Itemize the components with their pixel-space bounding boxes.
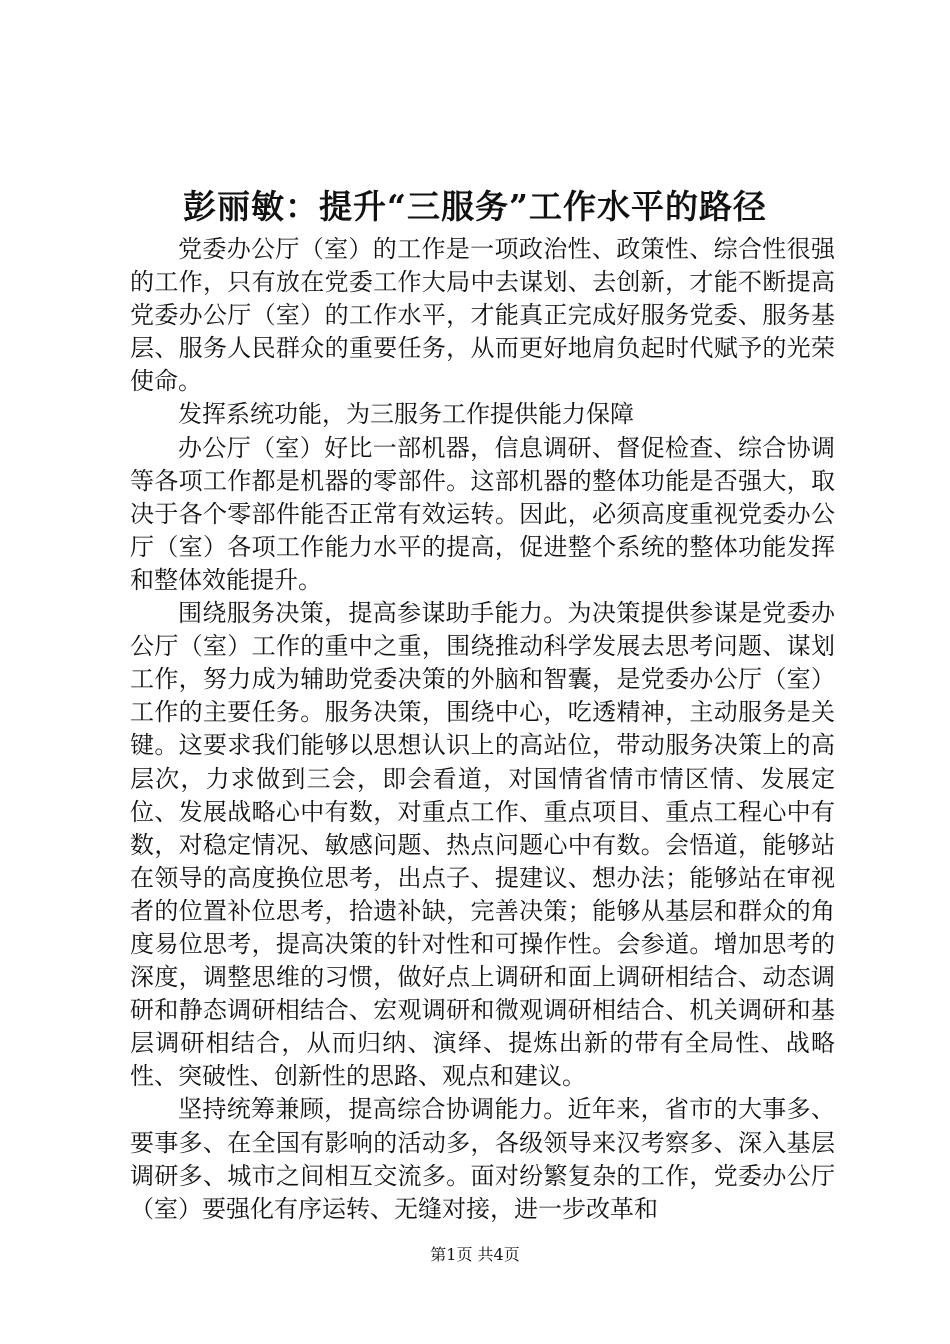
document-title: 彭丽敏：提升“三服务”工作水平的路径	[183, 187, 767, 226]
document-body	[130, 233, 835, 1226]
paragraph-office-machine: 办公厅（室）好比一部机器，信息调研、督促检查、综合协调等各项工作都是机器的零部件。这部机器的整体功能是否强大，取决于各个零部件能否正常有效运转。因此，必须高度重视党委办公厅（室）各项工作能力水平的提高，促进整个系统的整体功能发挥和整体效能提升。	[130, 433, 835, 594]
paragraph-service-decision: 围绕服务决策，提高参谋助手能力。为决策提供参谋是党委办公厅（室）工作的重中之重，围绕推动科学发展去思考问题、谋划工作，努力成为辅助党委决策的外脑和智囊，是党委办公厅（室）工作的主要任务。服务决策，围绕中心，吃透精神，主动服务是关键。这要求我们能够以思想认识上的高站位，带动服务决策上的高层次，力求做到三会，即会看道，对国情省情市情区情、发展定位、发展战略心中有数，对重点工作、重点项目、重点工程心中有数，对稳定情况、敏感问题、热点问题心中有数。会悟道，能够站在领导的高度换位思考，出点子、提建议、想办法；能够站在审视者的位置补位思考，拾遗补缺，完善决策；能够从基层和群众的角度易位思考，提高决策的针对性和可操作性。会参道。增加思考的深度，调整思维的习惯，做好点上调研和面上调研相结合、动态调研和静态调研相结合、宏观调研和微观调研相结合、机关调研和基层调研相结合，从而归纳、演绎、提炼出新的带有全局性、战略性、突破性、创新性的思路、观点和建议。	[130, 599, 835, 1091]
section-heading: 发挥系统功能，为三服务工作提供能力保障	[178, 400, 634, 429]
page-footer: 第1页 共4页	[430, 1245, 520, 1264]
paragraph-intro: 党委办公厅（室）的工作是一项政治性、政策性、综合性很强的工作，只有放在党委工作大局中去谋划、去创新，才能不断提高党委办公厅（室）的工作水平，才能真正完成好服务党委、服务基层、服务人民群众的重要任务，从而更好地肩负起时代赋予的光荣使命。	[130, 235, 835, 396]
paragraph-coordination: 坚持统筹兼顾，提高综合协调能力。近年来，省市的大事多、要事多、在全国有影响的活动多，各级领导来汉考察多、深入基层调研多、城市之间相互交流多。面对纷繁复杂的工作，党委办公厅（室）要强化有序运转、无缝对接，进一步改革和	[130, 1095, 835, 1223]
